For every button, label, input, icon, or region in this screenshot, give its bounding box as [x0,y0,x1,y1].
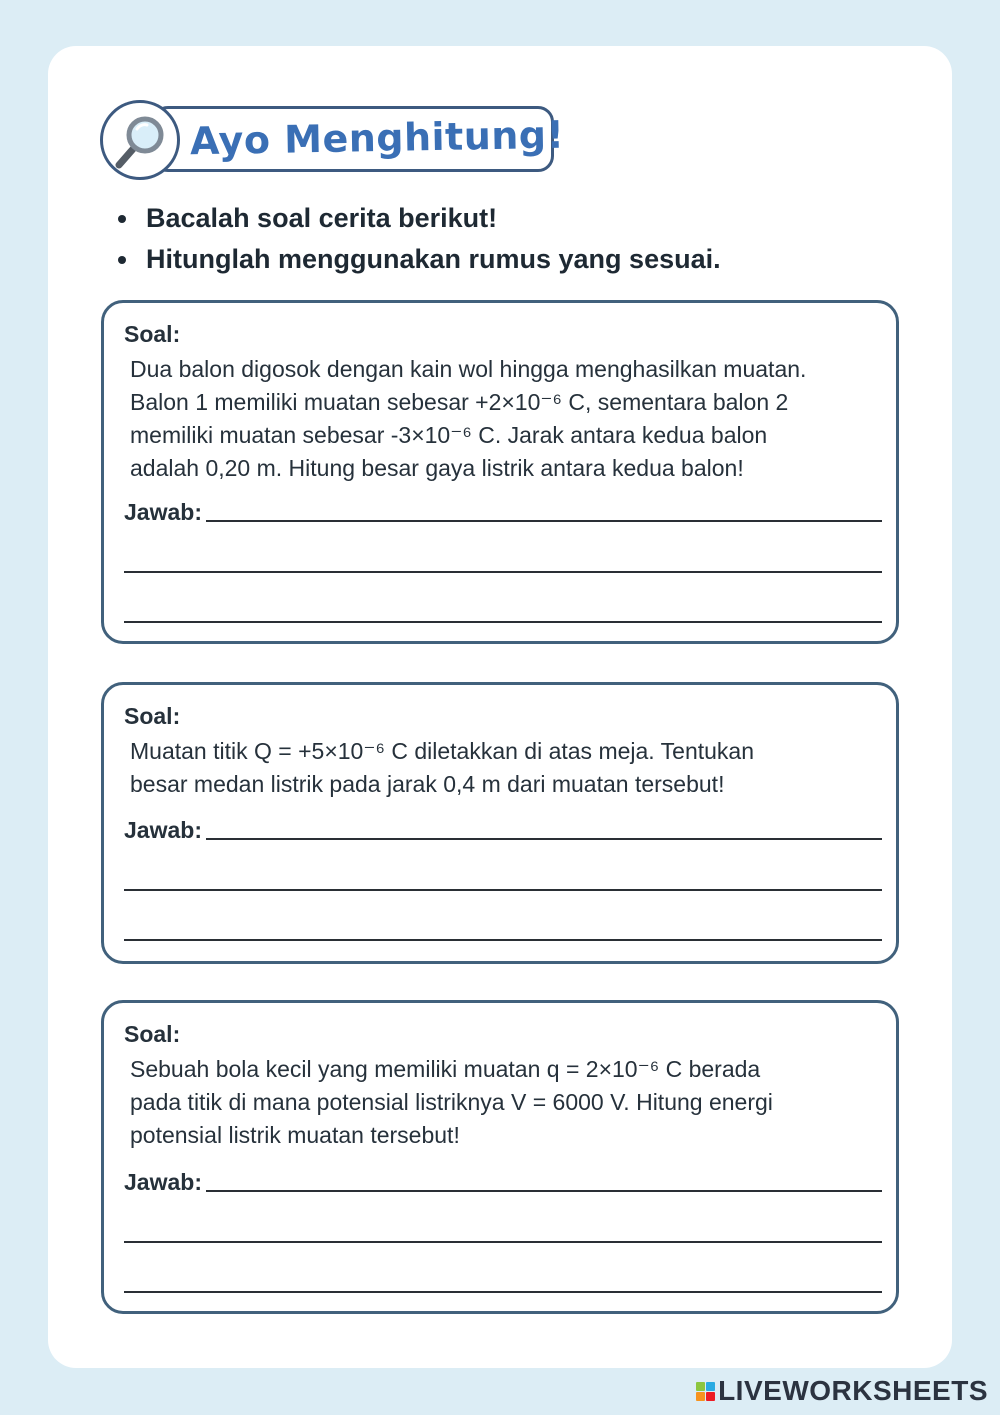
question-text: Dua balon digosok dengan kain wol hingga menghasilkan muatan. Balon 1 memiliki muatan sebesar +2×10⁻⁶ C, sementara balon 2 memiliki muatan sebesar -3×10⁻⁶ C. Jarak antara kedua balon adalah 0,20 m. Hitung besar gaya listrik antara kedua balon! [130,356,807,481]
logo-tile [706,1382,715,1391]
logo-tile [696,1392,705,1401]
answer-line[interactable] [124,621,882,623]
instruction-item: Bacalah soal cerita berikut! [116,198,721,239]
answer-line[interactable] [206,838,882,840]
liveworksheets-logo-icon [696,1382,715,1401]
question-card-2 [101,682,899,964]
instruction-list [116,198,721,280]
question-label: Soal: [124,321,181,347]
answer-line[interactable] [206,520,882,522]
question-label: Soal: [124,1021,181,1047]
question-card-3 [101,1000,899,1314]
magnifier-badge [100,100,180,180]
answer-line[interactable] [124,889,882,891]
question-text: Sebuah bola kecil yang memiliki muatan q = 2×10⁻⁶ C berada pada titik di mana potensial listriknya V = 6000 V. Hitung energi potensial listrik muatan tersebut! [130,1056,773,1148]
page-title: Ayo Menghitung! [189,112,565,164]
answer-label: Jawab: [124,817,202,843]
magnifier-icon [111,111,171,171]
watermark-text: LIVEWORKSHEETS [718,1375,988,1406]
instruction-item: Hitunglah menggunakan rumus yang sesuai. [116,239,721,280]
answer-line[interactable] [206,1190,882,1192]
answer-line[interactable] [124,1291,882,1293]
logo-tile [696,1382,705,1391]
answer-line[interactable] [124,1241,882,1243]
logo-tile [706,1392,715,1401]
question-label: Soal: [124,703,181,729]
answer-line[interactable] [124,939,882,941]
question-text: Muatan titik Q = +5×10⁻⁶ C diletakkan di atas meja. Tentukan besar medan listrik pada jarak 0,4 m dari muatan tersebut! [130,738,755,797]
answer-label: Jawab: [124,499,202,525]
answer-line[interactable] [124,571,882,573]
answer-label: Jawab: [124,1169,202,1195]
liveworksheets-watermark [696,1375,988,1407]
question-card-1 [101,300,899,644]
